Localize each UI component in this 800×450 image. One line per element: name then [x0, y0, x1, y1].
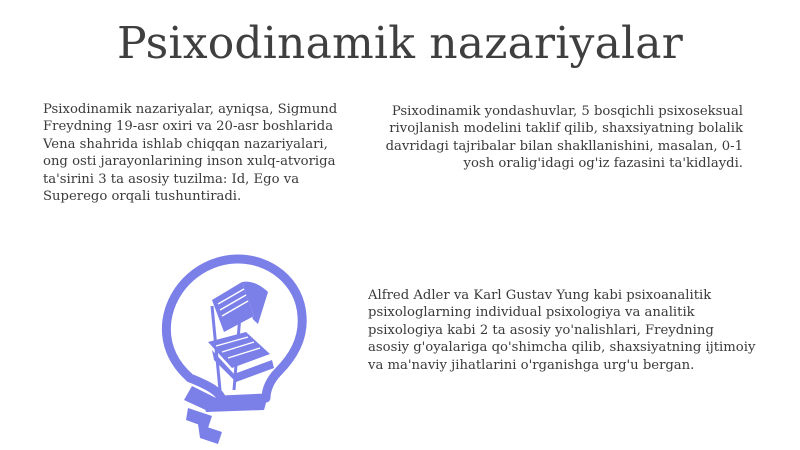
paragraph-freud-theories: Psixodinamik nazariyalar, ayniqsa, Sigmund Freydning 19-asr oxiri va 20-asr boshlarida Vena shahrida ishlab chiqqan nazariyalari, ong osti jarayonlarining inson xulq-atvoriga ta'sirini 3 ta asosiy tuzilma: Id, Ego va Superego orqali tushuntiradi. [43, 102, 338, 205]
paragraph-psychosexual-stages: Psixodinamik yondashuvlar, 5 bosqichli psixoseksual rivojlanish modelini taklif qilib, shaxsiyatning bolalik davridagi tajribalar bilan shakllanishini, masalan, 0-1 yosh oralig'idagi og'iz fazasini ta'kidlaydi. [385, 104, 743, 172]
paragraph-adler-jung: Alfred Adler va Karl Gustav Yung kabi psixoanalitik psixologlarning individual psixologiya va analitik psixologiya kabi 2 ta asosiy yo'nalishlari, Freydning asosiy g'oyalariga qo'shimcha qilib, shaxsiyatning ijtimoiy va ma'naviy jihatlarini o'rganishga urg'u bergan. [368, 288, 756, 373]
slide-title: Psixodinamik nazariyalar [117, 18, 683, 69]
lightbulb-book-icon [150, 250, 320, 450]
